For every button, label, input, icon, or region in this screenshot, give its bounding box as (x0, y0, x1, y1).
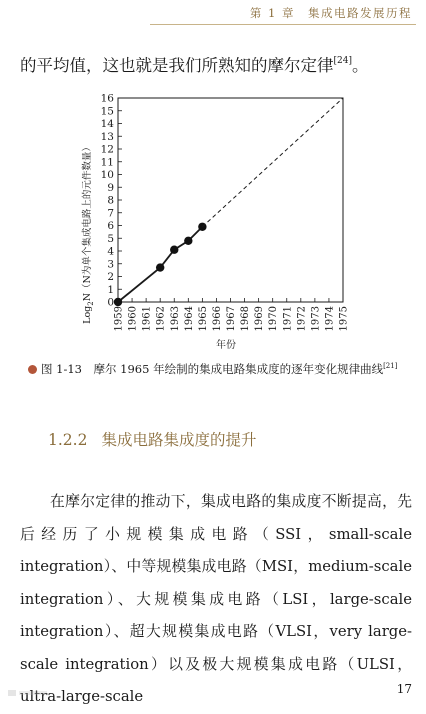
x-tick-label: 1960 (127, 306, 139, 332)
body-text: 在摩尔定律的推动下，集成电路的集成度不断提高，先后经历了小规模集成电路（SSI，small-scale integration）、中等规模集成电路（MSI，medium-scale integration）、大规模集成电路（LSI，large-scale integration）、超大规模集成电路（VLSI，very large-scale integration）以及极大规模集成电路（ULSI，ultra-large-scale (20, 493, 412, 705)
x-tick-label: 1970 (268, 306, 280, 332)
running-header (0, 0, 426, 28)
body-paragraph (20, 486, 412, 714)
y-tick-label: 15 (100, 105, 114, 118)
y-tick-label: 3 (107, 258, 114, 271)
trend-extrapolation-line (202, 98, 343, 227)
plot-area (101, 93, 350, 332)
y-tick-label: 2 (107, 271, 114, 283)
svg-text:Log2N（N为单个集成电路上的元件数量） (81, 142, 95, 324)
section-title-text: 集成电路集成度的提升 (101, 431, 257, 449)
caption-citation: [21] (383, 362, 398, 370)
x-tick-label: 1974 (324, 306, 336, 332)
y-tick-label: 1 (107, 283, 114, 296)
x-tick-label: 1964 (183, 306, 195, 332)
y-tick-label: 16 (100, 92, 114, 105)
data-point (114, 298, 122, 306)
data-point (184, 237, 192, 245)
header-rule (150, 24, 416, 25)
lead-end: 。 (351, 56, 369, 75)
y-tick-label: 11 (100, 156, 114, 169)
x-tick-label: 1975 (338, 306, 350, 332)
x-tick-label: 1963 (169, 306, 181, 332)
x-tick-label: 1966 (211, 306, 223, 332)
lead-text: 的平均值，这也就是我们所熟知的摩尔定律 (20, 56, 334, 75)
x-tick-label: 1971 (282, 306, 294, 332)
moore-law-chart (0, 85, 426, 355)
y-tick-label: 14 (100, 118, 114, 130)
y-tick-label: 4 (107, 245, 114, 258)
y-tick-label: 13 (100, 130, 114, 143)
x-tick-label: 1962 (155, 306, 167, 332)
lead-paragraph-line (20, 52, 368, 76)
y-tick-label: 5 (107, 232, 114, 245)
y-tick-label: 0 (107, 296, 114, 309)
y-tick-label: 12 (100, 143, 114, 156)
page-number: 17 (396, 682, 412, 696)
y-label-sub: 2 (87, 301, 95, 306)
y-label-prefix: Log (82, 305, 93, 324)
figure-caption (28, 361, 397, 377)
data-point (156, 263, 164, 271)
x-tick-label: 1969 (254, 306, 266, 332)
y-tick-label: 8 (107, 194, 114, 207)
x-tick-label: 1972 (296, 306, 308, 332)
y-tick-label: 6 (107, 220, 114, 232)
y-tick-label: 9 (107, 181, 114, 194)
lead-citation: [24] (333, 56, 352, 66)
watermark-logo-icon (8, 688, 48, 698)
x-axis-label: 年份 (216, 340, 236, 351)
caption-text: 摩尔 1965 年绘制的集成电路集成度的逐年变化规律曲线 (93, 362, 384, 376)
y-tick-label: 10 (100, 169, 114, 181)
section-heading (48, 428, 256, 450)
x-tick-label: 1965 (197, 306, 209, 332)
plot-frame (118, 98, 343, 302)
chapter-title: 第 1 章 集成电路发展历程 (249, 6, 412, 20)
section-number: 1.2.2 (48, 431, 88, 449)
caption-bullet-icon (28, 365, 37, 374)
y-tick-label: 7 (107, 207, 114, 220)
x-tick-label: 1959 (113, 306, 125, 332)
caption-label: 图 1-13 (41, 362, 82, 376)
x-tick-label: 1961 (141, 306, 153, 332)
y-axis-label (81, 142, 95, 324)
x-tick-label: 1973 (310, 306, 322, 332)
x-tick-label: 1968 (240, 306, 252, 332)
data-point (170, 246, 178, 254)
x-tick-label: 1967 (226, 306, 237, 332)
y-label-rest: N（N为单个集成电路上的元件数量） (82, 142, 93, 302)
chart-svg (0, 85, 426, 355)
